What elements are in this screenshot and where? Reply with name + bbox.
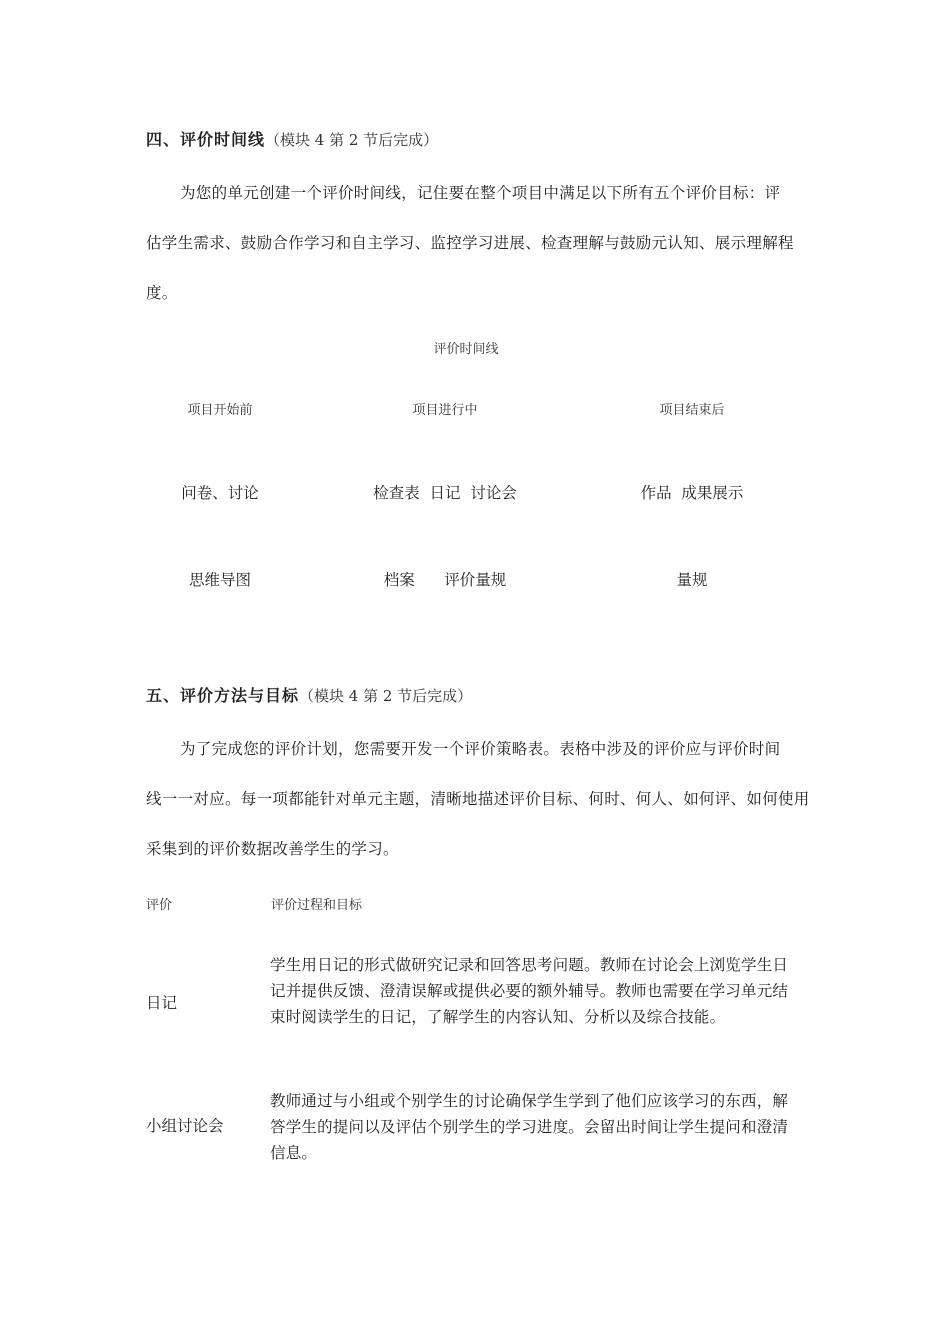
- timeline-header-before: 项目开始前: [187, 403, 253, 418]
- timeline-after-row-1: 作品 成果展示: [640, 484, 744, 502]
- timeline-header-during: 项目进行中: [412, 403, 478, 418]
- table-header-method: 评价: [146, 898, 173, 913]
- section-5-heading: [146, 683, 472, 706]
- section-4-para-line-1: 为您的单元创建一个评价时间线，记住要在整个项目中满足以下所有五个评价目标：评: [180, 184, 781, 202]
- timeline-title: 评价时间线: [433, 342, 499, 357]
- timeline-during-row-2: 档案 评价量规: [383, 571, 507, 589]
- table-row-2-name: 小组讨论会: [146, 1117, 224, 1135]
- section-5-note: （模块 4 第 2 节后完成）: [299, 687, 473, 705]
- timeline-before-row-1: 问卷、讨论: [181, 484, 259, 502]
- section-5-para-line-3: 采集到的评价数据改善学生的学习。: [146, 840, 399, 858]
- timeline-header-after: 项目结束后: [659, 403, 725, 418]
- table-row-1-desc: 学生用日记的形式做研究记录和回答思考问题。教师在讨论会上浏览学生日记并提供反馈、澄清误解或提供必要的额外辅导。教师也需要在学习单元结束时阅读学生的日记，了解学生的内容认知、分析以及综合技能。: [270, 956, 789, 1026]
- table-row-2-desc: 教师通过与小组或个别学生的讨论确保学生学到了他们应该学习的东西，解答学生的提问以及评估个别学生的学习进度。会留出时间让学生提问和澄清信息。: [270, 1092, 789, 1162]
- timeline-before-row-2: 思维导图: [188, 571, 252, 589]
- table-row-1-name: 日记: [146, 994, 178, 1012]
- section-5-para-line-2: 线一一对应。每一项都能针对单元主题，清晰地描述评价目标、何时、何人、如何评、如何使用: [146, 790, 810, 808]
- section-4-para-line-3: 度。: [146, 284, 178, 302]
- timeline-during-row-1: 检查表 日记 讨论会: [373, 484, 517, 502]
- section-5-title: 五、评价方法与目标: [146, 686, 300, 705]
- section-4-title: 四、评价时间线: [146, 130, 266, 149]
- section-4-note: （模块 4 第 2 节后完成）: [265, 131, 439, 149]
- section-4-heading: [146, 127, 438, 150]
- timeline-after-row-2: 量规: [676, 571, 708, 589]
- table-header-process: 评价过程和目标: [271, 898, 363, 913]
- section-5-para-line-1: 为了完成您的评价计划，您需要开发一个评价策略表。表格中涉及的评价应与评价时间: [180, 740, 781, 758]
- section-4-para-line-2: 估学生需求、鼓励合作学习和自主学习、监控学习进展、检查理解与鼓励元认知、展示理解程: [146, 234, 794, 252]
